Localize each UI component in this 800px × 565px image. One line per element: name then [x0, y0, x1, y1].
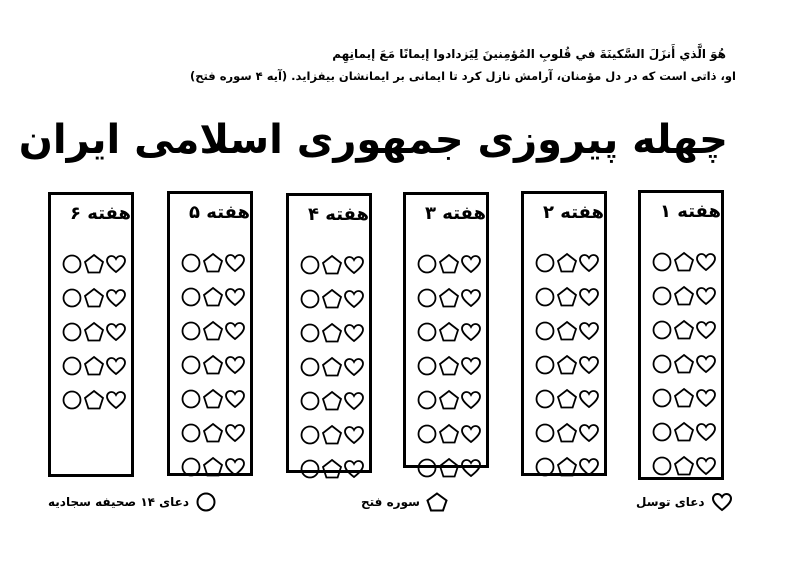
heart-icon[interactable]	[224, 456, 246, 478]
tracker-row	[534, 246, 600, 280]
heart-icon[interactable]	[695, 421, 717, 443]
circle-icon[interactable]	[534, 354, 556, 376]
tracker-row	[416, 383, 482, 417]
tracker-row	[534, 450, 600, 484]
circle-icon[interactable]	[61, 287, 83, 309]
verse-translation: او، ذاتی است که در دل مؤمنان، آرامش نازل کرد تا ایمانی بر ایمانشان بیفزاید. (آیه ۴ سوره فتح)	[189, 69, 736, 83]
week-2-rows	[534, 246, 600, 484]
circle-icon[interactable]	[651, 251, 673, 273]
week-label: هفته ۱	[660, 201, 721, 222]
circle-icon[interactable]	[180, 286, 202, 308]
circle-icon[interactable]	[534, 422, 556, 444]
heart-icon[interactable]	[105, 287, 127, 309]
tracker-row	[534, 280, 600, 314]
circle-icon[interactable]	[180, 456, 202, 478]
tracker-row	[416, 451, 482, 485]
pentagon-icon[interactable]	[438, 457, 460, 479]
circle-icon[interactable]	[299, 254, 321, 276]
pentagon-icon[interactable]	[673, 285, 695, 307]
heart-icon[interactable]	[343, 356, 365, 378]
pentagon-icon[interactable]	[202, 456, 224, 478]
week-column-4	[286, 193, 372, 473]
circle-icon[interactable]	[416, 389, 438, 411]
circle-icon[interactable]	[180, 388, 202, 410]
pentagon-icon[interactable]	[83, 321, 105, 343]
pentagon-icon[interactable]	[202, 422, 224, 444]
heart-icon[interactable]	[460, 321, 482, 343]
tracker-row	[416, 247, 482, 281]
tracker-row	[180, 314, 246, 348]
heart-icon[interactable]	[224, 422, 246, 444]
week-label: هفته ۲	[543, 202, 604, 223]
circle-icon[interactable]	[534, 252, 556, 274]
tracker-row	[61, 383, 127, 417]
week-column-6	[48, 192, 134, 477]
week-label: هفته ۴	[308, 204, 369, 225]
circle-icon[interactable]	[651, 353, 673, 375]
tracker-row	[299, 452, 365, 486]
legend-label: دعای توسل	[636, 495, 705, 509]
pentagon-icon[interactable]	[556, 320, 578, 342]
week-label: هفته ۶	[70, 203, 131, 224]
heart-icon[interactable]	[343, 458, 365, 480]
circle-icon[interactable]	[416, 287, 438, 309]
circle-icon[interactable]	[299, 322, 321, 344]
heart-icon[interactable]	[578, 320, 600, 342]
pentagon-icon[interactable]	[673, 319, 695, 341]
circle-icon[interactable]	[299, 288, 321, 310]
tracker-row	[61, 315, 127, 349]
heart-icon[interactable]	[460, 457, 482, 479]
circle-icon[interactable]	[416, 355, 438, 377]
pentagon-icon[interactable]	[202, 388, 224, 410]
heart-icon[interactable]	[224, 320, 246, 342]
tracker-row	[299, 384, 365, 418]
heart-icon[interactable]	[578, 388, 600, 410]
pentagon-icon[interactable]	[321, 458, 343, 480]
heart-icon[interactable]	[343, 390, 365, 412]
tracker-row	[180, 416, 246, 450]
tracker-row	[299, 418, 365, 452]
week-label: هفته ۳	[425, 203, 486, 224]
pentagon-icon[interactable]	[438, 389, 460, 411]
circle-icon[interactable]	[61, 355, 83, 377]
pentagon-icon	[426, 492, 448, 512]
tracker-row	[61, 247, 127, 281]
circle-icon[interactable]	[180, 252, 202, 274]
pentagon-icon[interactable]	[438, 253, 460, 275]
tracker-row	[651, 279, 717, 313]
heart-icon[interactable]	[695, 285, 717, 307]
tracker-row	[180, 382, 246, 416]
circle-icon[interactable]	[61, 321, 83, 343]
pentagon-icon[interactable]	[83, 287, 105, 309]
pentagon-icon[interactable]	[83, 253, 105, 275]
tracker-row	[299, 316, 365, 350]
pentagon-icon[interactable]	[202, 320, 224, 342]
heart-icon[interactable]	[460, 389, 482, 411]
circle-icon[interactable]	[651, 421, 673, 443]
tracker-row	[534, 416, 600, 450]
heart-icon[interactable]	[105, 355, 127, 377]
heart-icon[interactable]	[343, 424, 365, 446]
circle-icon[interactable]	[416, 457, 438, 479]
tracker-row	[534, 382, 600, 416]
circle-icon[interactable]	[61, 389, 83, 411]
heart-icon[interactable]	[460, 355, 482, 377]
circle-icon	[195, 492, 217, 512]
legend-label: سوره فتح	[361, 495, 420, 509]
legend-heart	[636, 492, 733, 512]
heart-icon[interactable]	[460, 423, 482, 445]
week-5-rows	[180, 246, 246, 484]
pentagon-icon[interactable]	[438, 287, 460, 309]
circle-icon[interactable]	[651, 319, 673, 341]
pentagon-icon[interactable]	[556, 354, 578, 376]
tracker-row	[180, 280, 246, 314]
pentagon-icon[interactable]	[321, 288, 343, 310]
tracker-row	[61, 281, 127, 315]
week-column-5	[167, 191, 253, 476]
heart-icon[interactable]	[343, 254, 365, 276]
tracker-row	[180, 348, 246, 382]
circle-icon[interactable]	[651, 455, 673, 477]
week-column-3	[403, 192, 489, 468]
circle-icon[interactable]	[534, 388, 556, 410]
tracker-row	[651, 245, 717, 279]
tracker-row	[534, 314, 600, 348]
pentagon-icon[interactable]	[202, 354, 224, 376]
heart-icon[interactable]	[105, 321, 127, 343]
tracker-row	[299, 350, 365, 384]
pentagon-icon[interactable]	[321, 424, 343, 446]
heart-icon[interactable]	[460, 253, 482, 275]
tracker-row	[416, 281, 482, 315]
pentagon-icon[interactable]	[673, 387, 695, 409]
circle-icon[interactable]	[534, 286, 556, 308]
tracker-row	[651, 313, 717, 347]
pentagon-icon[interactable]	[83, 355, 105, 377]
circle-icon[interactable]	[651, 387, 673, 409]
circle-icon[interactable]	[299, 458, 321, 480]
tracker-row	[61, 349, 127, 383]
week-column-2	[521, 191, 607, 476]
heart-icon[interactable]	[224, 388, 246, 410]
pentagon-icon[interactable]	[556, 252, 578, 274]
pentagon-icon[interactable]	[556, 286, 578, 308]
week-3-rows	[416, 247, 482, 485]
heart-icon[interactable]	[578, 252, 600, 274]
heart-icon	[711, 492, 733, 512]
heart-icon[interactable]	[460, 287, 482, 309]
tracker-row	[299, 248, 365, 282]
heart-icon[interactable]	[695, 319, 717, 341]
tracker-row	[651, 449, 717, 483]
circle-icon[interactable]	[61, 253, 83, 275]
week-4-rows	[299, 248, 365, 486]
week-6-rows	[61, 247, 127, 417]
heart-icon[interactable]	[224, 286, 246, 308]
page-title: چهله پیروزی جمهوری اسلامی ایران	[18, 117, 728, 163]
tracker-row	[534, 348, 600, 382]
heart-icon[interactable]	[578, 354, 600, 376]
heart-icon[interactable]	[105, 389, 127, 411]
pentagon-icon[interactable]	[202, 286, 224, 308]
heart-icon[interactable]	[578, 456, 600, 478]
legend-pentagon	[361, 492, 448, 512]
legend-circle	[48, 492, 217, 512]
week-1-rows	[651, 245, 717, 483]
legend-label: دعای ۱۴ صحیفه سجادیه	[48, 495, 190, 509]
pentagon-icon[interactable]	[321, 254, 343, 276]
heart-icon[interactable]	[343, 322, 365, 344]
pentagon-icon[interactable]	[438, 355, 460, 377]
tracker-row	[651, 347, 717, 381]
circle-icon[interactable]	[299, 356, 321, 378]
pentagon-icon[interactable]	[202, 252, 224, 274]
tracker-row	[180, 450, 246, 484]
circle-icon[interactable]	[416, 321, 438, 343]
pentagon-icon[interactable]	[321, 390, 343, 412]
heart-icon[interactable]	[343, 288, 365, 310]
circle-icon[interactable]	[180, 422, 202, 444]
circle-icon[interactable]	[651, 285, 673, 307]
tracker-row	[416, 315, 482, 349]
tracker-row	[651, 381, 717, 415]
pentagon-icon[interactable]	[321, 322, 343, 344]
pentagon-icon[interactable]	[556, 388, 578, 410]
heart-icon[interactable]	[695, 251, 717, 273]
circle-icon[interactable]	[534, 456, 556, 478]
tracker-row	[416, 349, 482, 383]
verse-text: هُوَ الَّذي أَنزَلَ السَّكينَةَ في قُلوبِ المُؤمِنينَ لِيَزدادوا إيمانًا مَعَ إيمانِهِم	[332, 47, 726, 61]
pentagon-icon[interactable]	[438, 423, 460, 445]
pentagon-icon[interactable]	[321, 356, 343, 378]
circle-icon[interactable]	[416, 253, 438, 275]
circle-icon[interactable]	[180, 320, 202, 342]
pentagon-icon[interactable]	[673, 353, 695, 375]
pentagon-icon[interactable]	[556, 422, 578, 444]
heart-icon[interactable]	[105, 253, 127, 275]
heart-icon[interactable]	[695, 455, 717, 477]
heart-icon[interactable]	[695, 353, 717, 375]
week-column-1	[638, 190, 724, 480]
pentagon-icon[interactable]	[83, 389, 105, 411]
circle-icon[interactable]	[534, 320, 556, 342]
circle-icon[interactable]	[180, 354, 202, 376]
tracker-row	[180, 246, 246, 280]
heart-icon[interactable]	[224, 354, 246, 376]
circle-icon[interactable]	[416, 423, 438, 445]
tracker-row	[416, 417, 482, 451]
tracker-row	[651, 415, 717, 449]
heart-icon[interactable]	[578, 422, 600, 444]
pentagon-icon[interactable]	[673, 421, 695, 443]
heart-icon[interactable]	[224, 252, 246, 274]
heart-icon[interactable]	[578, 286, 600, 308]
tracker-row	[299, 282, 365, 316]
pentagon-icon[interactable]	[438, 321, 460, 343]
pentagon-icon[interactable]	[673, 251, 695, 273]
circle-icon[interactable]	[299, 424, 321, 446]
heart-icon[interactable]	[695, 387, 717, 409]
week-label: هفته ۵	[189, 202, 250, 223]
circle-icon[interactable]	[299, 390, 321, 412]
pentagon-icon[interactable]	[673, 455, 695, 477]
pentagon-icon[interactable]	[556, 456, 578, 478]
